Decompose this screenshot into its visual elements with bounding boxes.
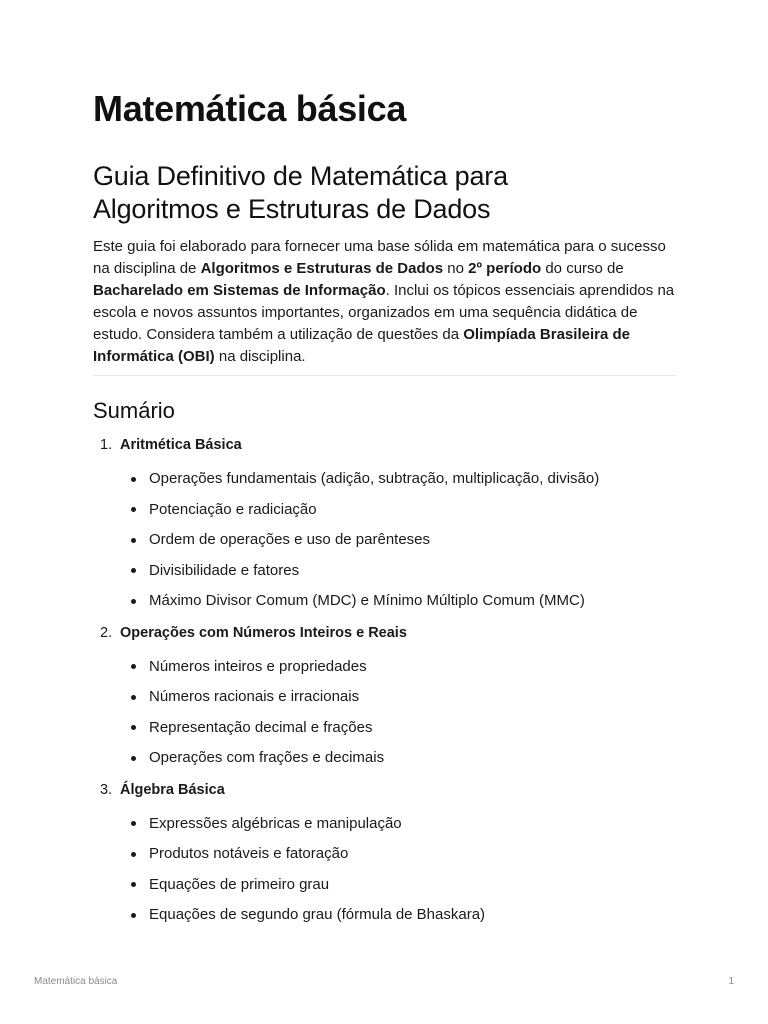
list-item: [93, 839, 676, 870]
toc-subitems: [93, 809, 676, 931]
guide-title-line-2: Algoritmos e Estruturas de Dados: [93, 194, 491, 224]
intro-bold-course-subject: Algoritmos e Estruturas de Dados: [200, 260, 444, 277]
toc-section-number: 2.: [100, 624, 113, 641]
intro-text-2: no: [443, 260, 469, 277]
list-item-text: Equações de primeiro grau: [149, 875, 330, 893]
list-item-text: Máximo Divisor Comum (MDC) e Mínimo Múltiplo Comum (MMC): [149, 592, 585, 610]
list-item-text: Ordem de operações e uso de parênteses: [149, 531, 431, 549]
intro-text-5: na disciplina.: [214, 348, 306, 365]
bullet-icon: [131, 507, 136, 512]
list-item: [93, 652, 676, 683]
list-item: [93, 713, 676, 744]
bullet-icon: [131, 568, 136, 573]
toc-section-1: [93, 434, 676, 617]
list-item-text: Operações fundamentais (adição, subtração, multiplicação, divisão): [149, 470, 600, 488]
list-item-text: Operações com frações e decimais: [149, 749, 385, 767]
bullet-icon: [131, 725, 136, 730]
intro-text-4: . Inclui os tópicos essenciais aprendidos na escola e novos assuntos importantes, organizados em uma sequência didática de estudo. Considera também a utilização de questões da: [93, 282, 675, 343]
list-item-text: Divisibilidade e fatores: [149, 561, 300, 579]
list-item-text: Equações de segundo grau (fórmula de Bhaskara): [149, 906, 486, 924]
list-item: [93, 495, 676, 526]
bullet-icon: [131, 756, 136, 761]
bullet-icon: [131, 599, 136, 604]
toc-section-2: [93, 622, 676, 774]
bullet-icon: [131, 695, 136, 700]
bullet-icon: [131, 664, 136, 669]
intro-bold-olympiad: Olimpíada Brasileira de Informática (OBI): [93, 326, 630, 365]
list-item: [93, 464, 676, 495]
toc-section-heading: [93, 622, 676, 644]
toc-section-3: [93, 779, 676, 931]
guide-title: [93, 160, 676, 226]
list-item: [93, 743, 676, 774]
toc-section-heading: [93, 434, 676, 456]
toc-section-heading: [93, 779, 676, 801]
table-of-contents: [93, 434, 676, 931]
footer-page-number: 1: [728, 976, 734, 987]
toc-section-number: 1.: [100, 437, 113, 453]
list-item-text: Produtos notáveis e fatoração: [149, 845, 349, 863]
bullet-icon: [131, 538, 136, 543]
list-item-text: Números inteiros e propriedades: [149, 657, 367, 675]
list-item-text: Representação decimal e frações: [149, 718, 373, 736]
toc-subitems: [93, 464, 676, 617]
list-item-text: Potenciação e radiciação: [149, 500, 317, 518]
toc-section-label: Álgebra Básica: [120, 781, 225, 798]
intro-bold-degree: Bacharelado em Sistemas de Informação: [93, 282, 386, 299]
section-divider: [93, 375, 676, 376]
bullet-icon: [131, 882, 136, 887]
bullet-icon: [131, 821, 136, 826]
toc-section-label: Aritmética Básica: [120, 437, 242, 453]
list-item-text: Expressões algébricas e manipulação: [149, 814, 402, 832]
toc-section-label: Operações com Números Inteiros e Reais: [120, 624, 407, 641]
bullet-icon: [131, 852, 136, 857]
list-item: [93, 525, 676, 556]
intro-text-3: do curso de: [541, 260, 624, 277]
list-item: [93, 556, 676, 587]
list-item-text: Números racionais e irracionais: [149, 688, 360, 706]
toc-subitems: [93, 652, 676, 774]
list-item: [93, 870, 676, 901]
summary-title: Sumário: [93, 398, 175, 423]
intro-text-1: Este guia foi elaborado para fornecer uma base sólida em matemática para o sucesso na disciplina de: [93, 238, 666, 277]
intro-bold-period: 2º período: [468, 260, 542, 277]
list-item: [93, 586, 676, 617]
footer-document-title: Matemática básica: [34, 976, 118, 987]
toc-section-number: 3.: [100, 781, 113, 798]
list-item: [93, 900, 676, 931]
list-item: [93, 809, 676, 840]
list-item: [93, 682, 676, 713]
bullet-icon: [131, 477, 136, 482]
intro-paragraph: [93, 236, 676, 368]
document-title: Matemática básica: [93, 88, 407, 129]
document-page: [93, 84, 676, 936]
bullet-icon: [131, 913, 136, 918]
guide-title-line-1: Guia Definitivo de Matemática para: [93, 161, 508, 191]
